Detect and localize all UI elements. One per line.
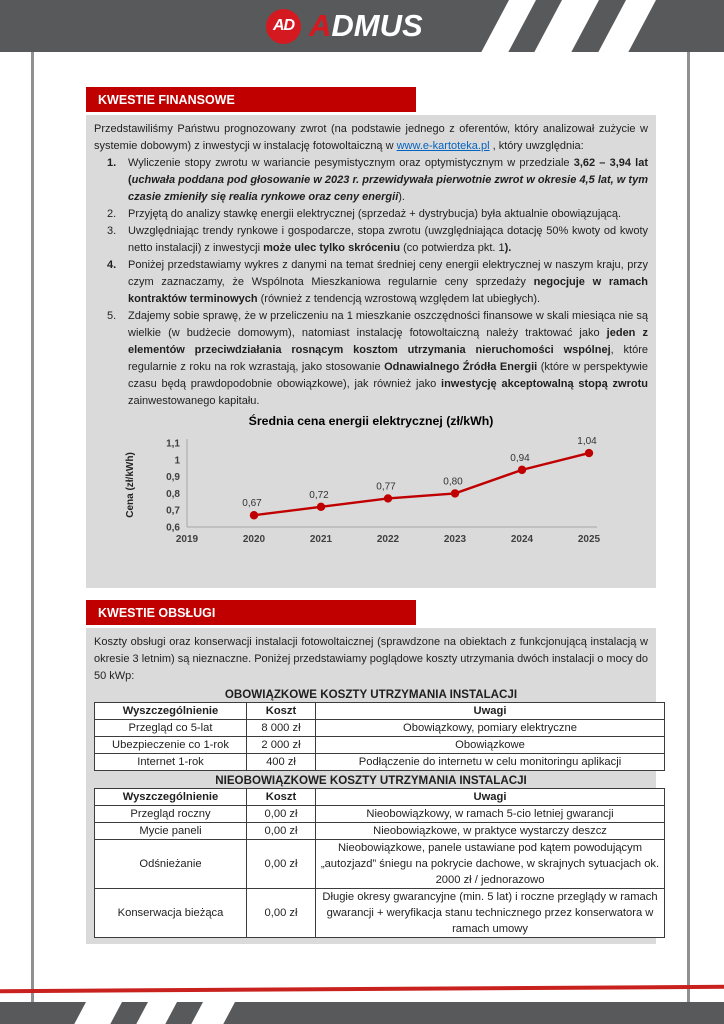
right-page-rule	[687, 52, 690, 1002]
svg-text:2021: 2021	[309, 534, 333, 545]
table-row	[95, 737, 665, 754]
footer-bar-left	[0, 1002, 86, 1024]
list-item	[94, 206, 648, 223]
cell-cost: 0,00 zł	[247, 840, 316, 889]
cell-item: Internet 1-rok	[95, 754, 247, 771]
list-item	[94, 308, 648, 410]
optional-costs-table	[94, 788, 665, 938]
svg-text:0,7: 0,7	[166, 505, 180, 517]
logo-letters-rest: DMUS	[331, 8, 423, 43]
service-box	[86, 628, 660, 944]
svg-text:2022: 2022	[376, 534, 400, 545]
table-title-optional: NIEOBOWIĄZKOWE KOSZTY UTRZYMANIA INSTALACJI	[215, 774, 527, 787]
column-header-item: Wyszczególnienie	[95, 703, 247, 720]
svg-text:0,77: 0,77	[376, 481, 396, 493]
finance-intro-pre: Przedstawiliśmy Państwu prognozowany zwrot (na podstawie jednego z oferentów, który analizował zużycie w systemie dobowym) z inwestycji w instalację fotowoltaiczną w	[94, 123, 648, 152]
cell-notes: Nieobowiązkowy, w ramach 5-cio letniej gwarancji	[316, 806, 665, 823]
column-header-cost: Koszt	[247, 703, 316, 720]
admus-logo-text	[309, 8, 423, 44]
cell-notes: Obowiązkowe	[316, 737, 665, 754]
footer-banner	[0, 1002, 724, 1024]
footer-stripe-2	[165, 1002, 203, 1024]
logo-letter-a: A	[309, 8, 332, 43]
header-banner	[0, 0, 724, 52]
table-row	[95, 840, 665, 889]
table-row	[95, 754, 665, 771]
column-header-cost: Koszt	[247, 789, 316, 806]
list-item-text: Przyjętą do analizy stawkę energii elektrycznej (sprzedaż + dystrybucja) była aktualnie obowiązującą.	[128, 208, 622, 220]
footer-stripe-1	[110, 1002, 148, 1024]
svg-text:0,94: 0,94	[510, 452, 530, 464]
banner-end-block	[628, 0, 724, 52]
cell-item: Przegląd co 5-lat	[95, 720, 247, 737]
svg-text:2024: 2024	[510, 534, 534, 545]
cell-cost: 8 000 zł	[247, 720, 316, 737]
banner-stripe-1	[508, 0, 562, 52]
cell-cost: 2 000 zł	[247, 737, 316, 754]
list-item-text: Poniżej przedstawiamy wykres z danymi na temat średniej ceny energii elektrycznej w naszym kraju, przy czym zaznaczamy, że Wspólnota Mieszkaniowa regularnie ceny sprzedaży negocjuje w ramach kontraktów terminowych (również z tendencją wzrostową względem lat ubiegłych).	[128, 259, 648, 305]
finance-intro	[94, 121, 648, 155]
chart-title: Średnia cena energii elektrycznej (zł/kWh)	[248, 414, 494, 428]
svg-text:2023: 2023	[443, 534, 467, 545]
left-page-rule	[31, 52, 34, 1002]
list-item	[94, 223, 648, 257]
list-item	[94, 155, 648, 206]
cell-cost: 0,00 zł	[247, 823, 316, 840]
svg-text:2020: 2020	[242, 534, 266, 545]
admus-logo-badge-icon	[266, 9, 301, 44]
cell-cost: 0,00 zł	[247, 806, 316, 823]
banner-bar	[0, 0, 509, 52]
banner-stripe-2	[571, 0, 626, 52]
cell-item: Ubezpieczenie co 1-rok	[95, 737, 247, 754]
svg-text:0,80: 0,80	[443, 476, 463, 488]
footer-bar-right	[223, 1002, 724, 1024]
section-header-service	[86, 600, 416, 625]
cell-item: Przegląd roczny	[95, 806, 247, 823]
svg-text:2019: 2019	[175, 534, 199, 545]
cell-cost: 400 zł	[247, 754, 316, 771]
list-item-text: Zdajemy sobie sprawę, że w przeliczeniu na 1 mieszkanie oszczędności finansowe w skali miesiąca nie są wielkie (w budżecie domowym), natomiast instalację fotowoltaiczną należy traktować jako jeden z elementów przeciwdziałania rosnącym kosztom utrzymania nieruchomości wspólnej, które regularnie z roku na rok wzrastają, jako stosowanie Odnawialnego Źródła Energii (które w perspektywie czasu będą prawdopodobnie obowiązkowe), jak również jako inwestycję akceptowalną stopą zwrotu zainwestowanego kapitału.	[128, 310, 648, 407]
section-header-finance-label: KWESTIE FINANSOWE	[98, 92, 235, 107]
logo-badge-text: AD	[272, 17, 295, 34]
svg-text:1: 1	[174, 455, 180, 467]
column-header-notes: Uwagi	[316, 789, 665, 806]
svg-text:2025: 2025	[577, 534, 601, 545]
cell-cost: 0,00 zł	[247, 889, 316, 938]
footer-red-rule	[0, 985, 724, 993]
svg-text:0,72: 0,72	[309, 489, 329, 501]
table-header-row	[95, 789, 665, 806]
finance-list	[94, 155, 648, 410]
svg-text:0,6: 0,6	[166, 522, 180, 534]
svg-text:0,8: 0,8	[166, 488, 180, 500]
table-row	[95, 720, 665, 737]
svg-text:1,04: 1,04	[577, 436, 597, 448]
svg-text:1,1: 1,1	[166, 438, 180, 450]
cell-notes: Nieobowiązkowe, w praktyce wystarczy deszcz	[316, 823, 665, 840]
list-item-number: 4.	[107, 259, 117, 271]
cell-item: Odśnieżanie	[95, 840, 247, 889]
list-item-text: Wyliczenie stopy zwrotu w wariancie pesymistycznym oraz optymistycznym w przedziale 3,62 – 3,94 lat (uchwała poddana pod głosowanie w 2023 r. przewidywała pierwotnie zwrot w okresie 4,5 lat, w tym czasie zmieniły się realia rynkowe oraz ceny energii).	[128, 157, 648, 203]
table-header-row	[95, 703, 665, 720]
svg-text:Cena (zł/kWh): Cena (zł/kWh)	[125, 452, 136, 518]
table-row	[95, 889, 665, 938]
price-chart	[121, 414, 621, 555]
cell-notes: Nieobowiązkowe, panele ustawiane pod kątem powodującym „autozjazd” śniegu na pokrycie dachowe, w skrajnych sytuacjach ok. 2000 zł / jednorazowo	[316, 840, 665, 889]
list-item	[94, 257, 648, 308]
cell-item: Mycie paneli	[95, 823, 247, 840]
column-header-item: Wyszczególnienie	[95, 789, 247, 806]
admus-logo	[266, 8, 423, 44]
list-item-text: Uwzględniając trendy rynkowe i gospodarcze, stopa zwrotu (uwzględniająca dotację 50% kwoty od kwoty netto instalacji) z inwestycji może ulec tylko skróceniu (co potwierdza pkt. 1).	[128, 225, 648, 254]
section-header-finance	[86, 87, 416, 112]
cell-notes: Podłączenie do internetu w celu monitoringu aplikacji	[316, 754, 665, 771]
cell-notes: Obowiązkowy, pomiary elektryczne	[316, 720, 665, 737]
svg-text:0,9: 0,9	[166, 472, 180, 484]
list-item-number: 5.	[107, 310, 117, 322]
table-row	[95, 823, 665, 840]
e-kartoteka-link[interactable]: www.e-kartoteka.pl	[396, 140, 490, 152]
finance-intro-post: , który uwzględnia:	[489, 140, 584, 152]
mandatory-costs-table	[94, 702, 665, 771]
column-header-notes: Uwagi	[316, 703, 665, 720]
table-title-mandatory: OBOWIĄZKOWE KOSZTY UTRZYMANIA INSTALACJI	[224, 688, 518, 701]
list-item-number: 2.	[107, 208, 117, 220]
list-item-number: 3.	[107, 225, 117, 237]
table-row	[95, 806, 665, 823]
cell-notes: Długie okresy gwarancyjne (min. 5 lat) i roczne przeglądy w ramach gwarancji + weryfikacja stanu technicznego przez konserwatora w ramach umowy	[316, 889, 665, 938]
cell-item: Konserwacja bieżąca	[95, 889, 247, 938]
price-chart-canvas	[121, 429, 621, 550]
svg-text:0,67: 0,67	[242, 498, 262, 510]
list-item-number: 1.	[107, 157, 117, 169]
section-header-service-label: KWESTIE OBSŁUGI	[98, 605, 216, 620]
finance-box	[86, 115, 656, 588]
service-intro: Koszty obsługi oraz konserwacji instalacji fotowoltaicznej (sprawdzone na obiektach z funkcjonującą instalacją w okresie 3 letnim) są nieznaczne. Poniżej przedstawiamy poglądowe koszty utrzymania dwóch instalacji o mocy do 50 kWp:	[94, 636, 648, 682]
